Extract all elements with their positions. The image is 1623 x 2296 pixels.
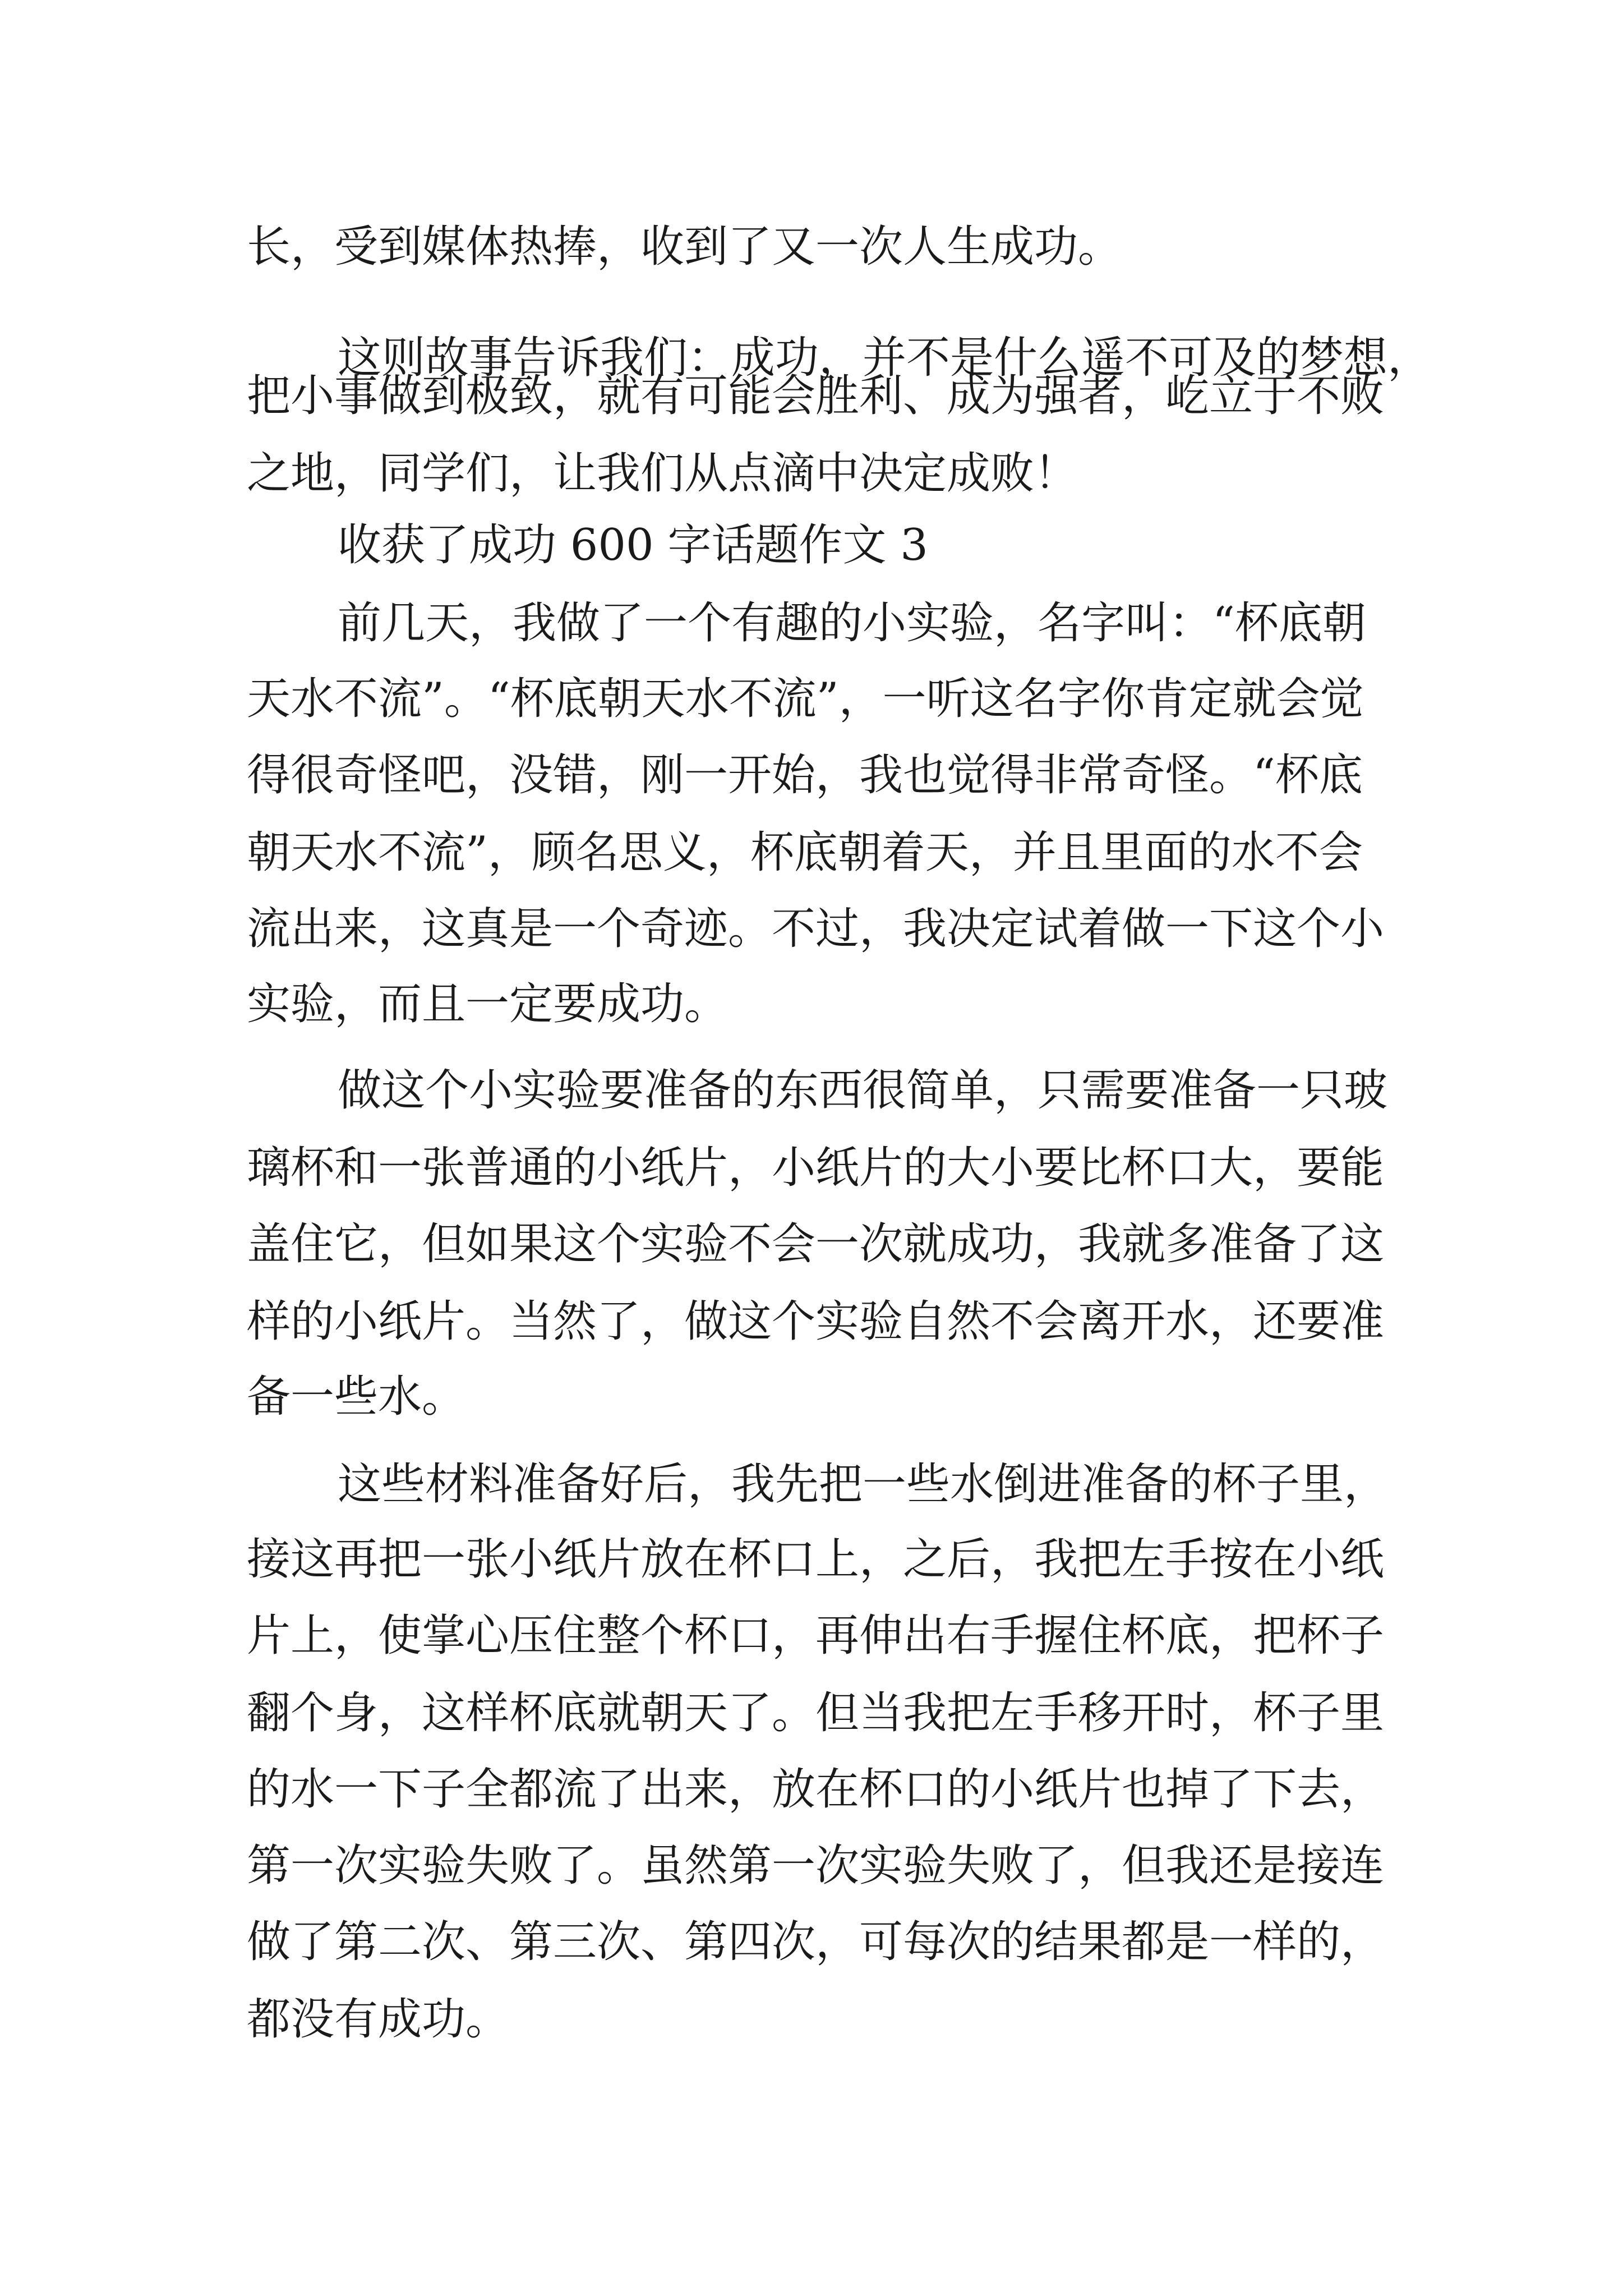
text-line: 备一些水。	[247, 1372, 466, 1422]
text-line: 接这再把一张小纸片放在杯口上，之后，我把左手按在小纸	[247, 1534, 1385, 1585]
text-line: 璃杯和一张普通的小纸片，小纸片的大小要比杯口大，要能	[247, 1143, 1385, 1193]
text-line: 朝天水不流”，顾名思义，杯底朝着天，并且里面的水不会	[247, 827, 1363, 878]
text-line: 做这个小实验要准备的东西很简单，只需要准备一只玻	[338, 1065, 1388, 1116]
text-line: 把小事做到极致，就有可能会胜利、成为强者，屹立于不败	[247, 371, 1385, 421]
text-line: 都没有成功。	[247, 1994, 510, 2045]
text-line: 的水一下子全都流了出来，放在杯口的小纸片也掉了下去，	[247, 1764, 1385, 1815]
text-line: 流出来，这真是一个奇迹。不过，我决定试着做一下这个小	[247, 904, 1385, 954]
text-line: 长，受到媒体热捧，收到了又一次人生成功。	[247, 222, 1122, 272]
text-line: 样的小纸片。当然了，做这个实验自然不会离开水，还要准	[247, 1296, 1385, 1347]
text-line: 之地，同学们，让我们从点滴中决定成败！	[247, 448, 1078, 499]
text-line: 前几天，我做了一个有趣的小实验，名字叫：“杯底朝	[338, 598, 1366, 648]
text-line: 实验，而且一定要成功。	[247, 979, 728, 1029]
section-heading: 收获了成功 600 字话题作文 3	[338, 520, 928, 570]
text-line: 天水不流”。“杯底朝天水不流”，一听这名字你肯定就会觉	[247, 674, 1364, 724]
text-line: 片上，使掌心压住整个杯口，再伸出右手握住杯底，把杯子	[247, 1611, 1385, 1661]
text-line: 做了第二次、第三次、第四次，可每次的结果都是一样的，	[247, 1917, 1385, 1967]
text-line: 这些材料准备好后，我先把一些水倒进准备的杯子里，	[338, 1459, 1388, 1510]
text-line: 第一次实验失败了。虽然第一次实验失败了，但我还是接连	[247, 1841, 1385, 1891]
text-line: 翻个身，这样杯底就朝天了。但当我把左手移开时，杯子里	[247, 1688, 1385, 1738]
text-line: 得很奇怪吧，没错，刚一开始，我也觉得非常奇怪。“杯底	[247, 750, 1363, 800]
text-line: 盖住它，但如果这个实验不会一次就成功，我就多准备了这	[247, 1219, 1385, 1269]
text-line: 这则故事告诉我们：成功，并不是什么遥不可及的梦想，	[338, 333, 1432, 383]
